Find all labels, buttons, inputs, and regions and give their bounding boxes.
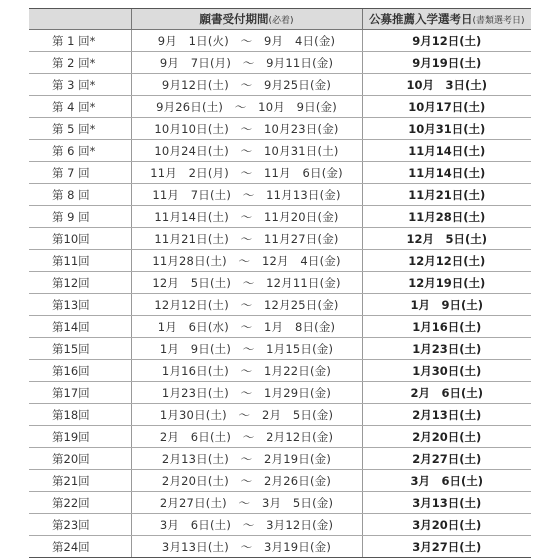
round-cell: 第13回: [29, 294, 131, 316]
application-period-label: 願書受付期間: [199, 12, 269, 26]
exam-date-cell: 12月19日(土): [362, 272, 531, 294]
round-cell: 第19回: [29, 426, 131, 448]
round-cell: 第16回: [29, 360, 131, 382]
application-period-cell: 3月13日(土) 〜 3月19日(金): [131, 536, 362, 558]
round-cell: 第 4 回*: [29, 96, 131, 118]
exam-date-cell: 1月23日(土): [362, 338, 531, 360]
table-header: [29, 9, 531, 30]
exam-date-cell: 2月20日(土): [362, 426, 531, 448]
table-row: [29, 162, 531, 184]
table-row: [29, 96, 531, 118]
application-period-cell: 12月12日(土) 〜 12月25日(金): [131, 294, 362, 316]
round-cell: 第 7 回: [29, 162, 131, 184]
exam-date-cell: 1月30日(土): [362, 360, 531, 382]
round-cell: 第15回: [29, 338, 131, 360]
application-period-cell: 9月 7日(月) 〜 9月11日(金): [131, 52, 362, 74]
header-application-period: [131, 9, 362, 30]
table-row: [29, 316, 531, 338]
round-cell: 第24回: [29, 536, 131, 558]
exam-date-cell: 3月13日(土): [362, 492, 531, 514]
round-cell: 第17回: [29, 382, 131, 404]
round-cell: 第 9 回: [29, 206, 131, 228]
exam-date-cell: 2月 6日(土): [362, 382, 531, 404]
round-cell: 第 3 回*: [29, 74, 131, 96]
table-row: [29, 492, 531, 514]
round-cell: 第 1 回*: [29, 30, 131, 52]
table-row: [29, 74, 531, 96]
table-row: [29, 272, 531, 294]
application-period-cell: 10月24日(土) 〜 10月31日(土): [131, 140, 362, 162]
application-period-cell: 9月 1日(火) 〜 9月 4日(金): [131, 30, 362, 52]
table-row: [29, 448, 531, 470]
table-row: [29, 206, 531, 228]
round-cell: 第14回: [29, 316, 131, 338]
round-cell: 第 5 回*: [29, 118, 131, 140]
application-period-cell: 1月23日(土) 〜 1月29日(金): [131, 382, 362, 404]
round-cell: 第 8 回: [29, 184, 131, 206]
application-period-note: (必着): [268, 16, 294, 26]
exam-date-cell: 2月27日(土): [362, 448, 531, 470]
application-period-cell: 1月30日(土) 〜 2月 5日(金): [131, 404, 362, 426]
application-period-cell: 9月12日(土) 〜 9月25日(金): [131, 74, 362, 96]
application-period-cell: 2月20日(土) 〜 2月26日(金): [131, 470, 362, 492]
exam-date-cell: 10月17日(土): [362, 96, 531, 118]
header-row: [29, 9, 531, 30]
table-row: [29, 250, 531, 272]
exam-date-cell: 11月21日(土): [362, 184, 531, 206]
table-row: [29, 30, 531, 52]
table-row: [29, 382, 531, 404]
application-period-cell: 10月10日(土) 〜 10月23日(金): [131, 118, 362, 140]
table-row: [29, 294, 531, 316]
application-period-cell: 11月14日(土) 〜 11月20日(金): [131, 206, 362, 228]
application-period-cell: 2月27日(土) 〜 3月 5日(金): [131, 492, 362, 514]
exam-date-label: 公募推薦入学選考日: [368, 12, 473, 26]
round-cell: 第22回: [29, 492, 131, 514]
table-row: [29, 338, 531, 360]
application-period-cell: 11月21日(土) 〜 11月27日(金): [131, 228, 362, 250]
table-row: [29, 470, 531, 492]
header-exam-date: [362, 9, 531, 30]
round-cell: 第11回: [29, 250, 131, 272]
table-row: [29, 184, 531, 206]
application-period-cell: 1月 9日(土) 〜 1月15日(金): [131, 338, 362, 360]
exam-date-cell: 12月12日(土): [362, 250, 531, 272]
round-cell: 第 2 回*: [29, 52, 131, 74]
table-row: [29, 360, 531, 382]
round-cell: 第20回: [29, 448, 131, 470]
exam-date-cell: 3月20日(土): [362, 514, 531, 536]
exam-date-cell: 2月13日(土): [362, 404, 531, 426]
header-round-cell: [29, 9, 131, 30]
application-period-cell: 1月 6日(水) 〜 1月 8日(金): [131, 316, 362, 338]
application-period-cell: 12月 5日(土) 〜 12月11日(金): [131, 272, 362, 294]
exam-date-cell: 3月27日(土): [362, 536, 531, 558]
exam-date-cell: 10月31日(土): [362, 118, 531, 140]
application-period-cell: 3月 6日(土) 〜 3月12日(金): [131, 514, 362, 536]
table-row: [29, 52, 531, 74]
application-period-cell: 11月 2日(月) 〜 11月 6日(金): [131, 162, 362, 184]
application-period-cell: 1月16日(土) 〜 1月22日(金): [131, 360, 362, 382]
table-row: [29, 514, 531, 536]
application-period-cell: 11月 7日(土) 〜 11月13日(金): [131, 184, 362, 206]
round-cell: 第 6 回*: [29, 140, 131, 162]
round-cell: 第12回: [29, 272, 131, 294]
exam-date-cell: 1月 9日(土): [362, 294, 531, 316]
application-period-cell: 11月28日(土) 〜 12月 4日(金): [131, 250, 362, 272]
table-row: [29, 404, 531, 426]
exam-date-cell: 11月14日(土): [362, 162, 531, 184]
exam-date-note: (書類選考日): [472, 16, 525, 26]
round-cell: 第18回: [29, 404, 131, 426]
exam-date-cell: 1月16日(土): [362, 316, 531, 338]
round-cell: 第23回: [29, 514, 131, 536]
exam-date-cell: 11月14日(土): [362, 140, 531, 162]
table-row: [29, 426, 531, 448]
exam-date-cell: 12月 5日(土): [362, 228, 531, 250]
exam-date-cell: 10月 3日(土): [362, 74, 531, 96]
table-row: [29, 228, 531, 250]
round-cell: 第21回: [29, 470, 131, 492]
exam-date-cell: 11月28日(土): [362, 206, 531, 228]
schedule-table: [29, 8, 531, 558]
exam-date-cell: 9月12日(土): [362, 30, 531, 52]
application-period-cell: 2月 6日(土) 〜 2月12日(金): [131, 426, 362, 448]
table-row: [29, 536, 531, 558]
application-period-cell: 9月26日(土) 〜 10月 9日(金): [131, 96, 362, 118]
table-row: [29, 118, 531, 140]
exam-date-cell: 9月19日(土): [362, 52, 531, 74]
table-body: [29, 30, 531, 558]
exam-date-cell: 3月 6日(土): [362, 470, 531, 492]
round-cell: 第10回: [29, 228, 131, 250]
application-period-cell: 2月13日(土) 〜 2月19日(金): [131, 448, 362, 470]
table-row: [29, 140, 531, 162]
